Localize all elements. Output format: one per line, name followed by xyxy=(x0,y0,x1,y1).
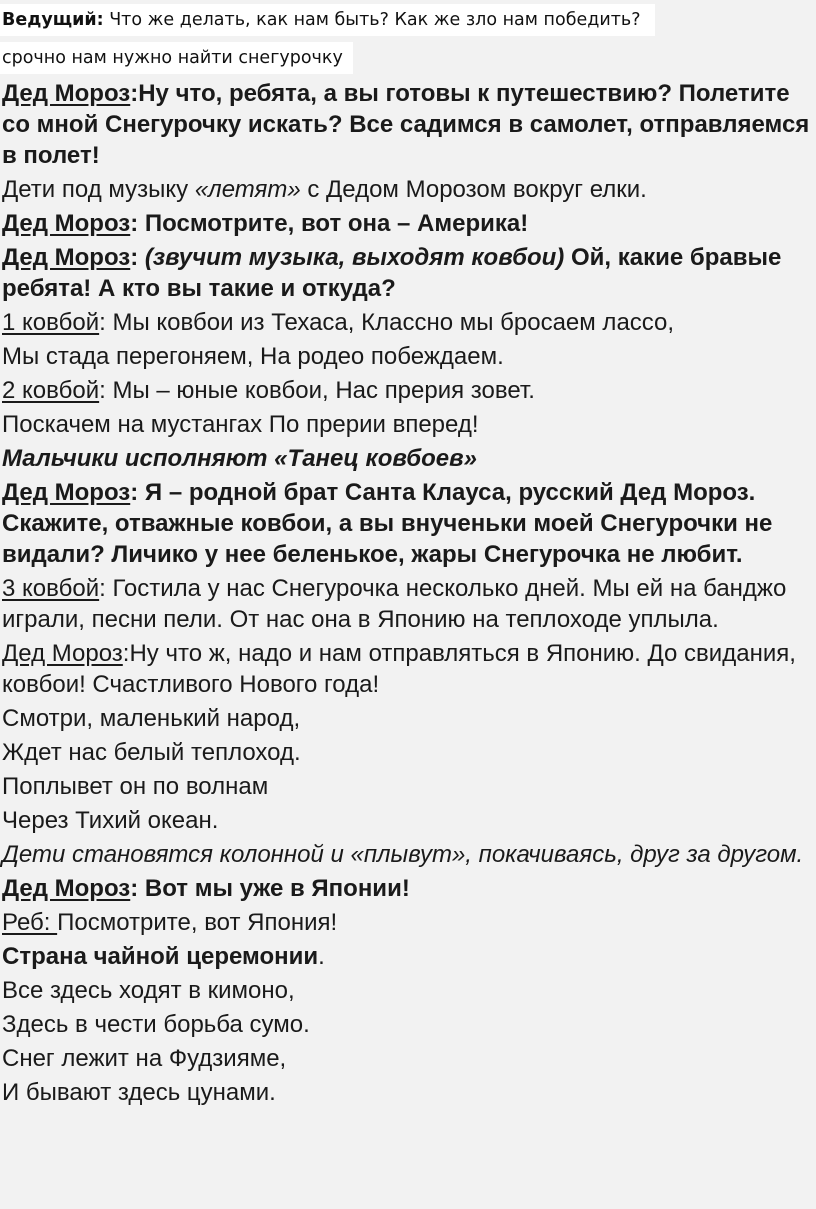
speaker-child: Реб: xyxy=(2,909,58,936)
paragraph-17: Дети становятся колонной и «плывут», покачиваясь, друг за другом. xyxy=(2,841,804,868)
paragraph-7-text: : Мы – юные ковбои, Нас прерия зовет. xyxy=(99,377,535,404)
paragraph-5 xyxy=(2,307,814,338)
speaker-ded-moroz: Дед Мороз xyxy=(2,640,123,667)
speaker-ded-moroz: Дед Мороз xyxy=(2,479,131,506)
paragraph-12 xyxy=(2,638,814,700)
poem-line-8: И бывают здесь цунами. xyxy=(2,1079,276,1106)
paragraph-2-italic: «летят» xyxy=(194,176,301,203)
paragraph-1-text: :Ну что, ребята, а вы готовы к путешествию? Полетите со мной Снегурочку искать? Все садимся в самолет, отправляемся в полет! xyxy=(2,80,810,169)
host-speaker: Ведущий: xyxy=(2,10,104,30)
host-line xyxy=(0,4,655,36)
paragraph-18 xyxy=(2,873,814,904)
paragraph-4-text: Ой, какие бравые ребята! А кто вы такие и откуда? xyxy=(2,244,782,302)
paragraph-2 xyxy=(2,174,814,205)
paragraph-20-bold: Страна чайной церемонии xyxy=(2,943,319,970)
paragraph-6: Мы стада перегоняем, На родео побеждаем. xyxy=(2,343,504,370)
paragraph-10 xyxy=(2,477,814,570)
paragraph-18-text: : Вот мы уже в Японии! xyxy=(130,875,410,902)
script-body xyxy=(0,78,816,1108)
poem-line-6: Здесь в чести борьба сумо. xyxy=(2,1011,310,1038)
paragraph-3-text: : Посмотрите, вот она – Америка! xyxy=(130,210,529,237)
paragraph-19-text: Посмотрите, вот Япония! xyxy=(57,909,338,936)
paragraph-3 xyxy=(2,208,814,239)
poem-line-1: Смотри, маленький народ, xyxy=(2,705,301,732)
paragraph-7 xyxy=(2,375,814,406)
poem-line-4: Через Тихий океан. xyxy=(2,807,219,834)
speaker-ded-moroz: Дед Мороз xyxy=(2,210,131,237)
paragraph-2-text: Дети под музыку xyxy=(2,176,195,203)
paragraph-8: Поскачем на мустангах По прерии вперед! xyxy=(2,411,479,438)
paragraph-11-text: : Гостила у нас Снегурочка несколько дней. Мы ей на банджо играли, песни пели. От нас она в Японию на теплоходе уплыла. xyxy=(2,575,787,633)
speaker-cowboy-3: 3 ковбой xyxy=(2,575,100,602)
speaker-ded-moroz: Дед Мороз xyxy=(2,80,131,107)
speaker-ded-moroz: Дед Мороз xyxy=(2,875,131,902)
poem-line-2: Ждет нас белый теплоход. xyxy=(2,739,301,766)
paragraph-20 xyxy=(2,941,814,972)
speaker-cowboy-1: 1 ковбой xyxy=(2,309,100,336)
poem-line-3: Поплывет он по волнам xyxy=(2,773,269,800)
paragraph-19 xyxy=(2,907,814,938)
host-line-2: срочно нам нужно найти снегурочку xyxy=(0,42,353,74)
paragraph-12-text: :Ну что ж, надо и нам отправляться в Японию. До свидания, ковбои! Счастливого Нового года! xyxy=(2,640,796,698)
speaker-cowboy-2: 2 ковбой xyxy=(2,377,100,404)
paragraph-2-rest: с Дедом Морозом вокруг елки. xyxy=(300,176,647,203)
paragraph-1 xyxy=(2,78,814,171)
paragraph-10-text: : Я – родной брат Санта Клауса, русский Дед Мороз. Скажите, отважные ковбои, а вы внученьки моей Снегурочки не видали? Личико у нее беленькое, жары Снегурочка не любит. xyxy=(2,479,773,568)
stage-direction: (звучит музыка, выходят ковбои) xyxy=(144,244,565,271)
host-text: Что же делать, как нам быть? Как же зло нам победить? xyxy=(103,10,641,30)
poem-line-5: Все здесь ходят в кимоно, xyxy=(2,977,295,1004)
paragraph-11 xyxy=(2,573,814,635)
paragraph-4-colon: : xyxy=(130,244,145,271)
paragraph-5-text: : Мы ковбои из Техаса, Классно мы бросаем лассо, xyxy=(99,309,675,336)
speaker-ded-moroz: Дед Мороз xyxy=(2,244,131,271)
paragraph-20-rest: . xyxy=(318,943,325,970)
paragraph-4 xyxy=(2,242,814,304)
paragraph-9: Мальчики исполняют «Танец ковбоев» xyxy=(2,445,477,472)
poem-line-7: Снег лежит на Фудзияме, xyxy=(2,1045,287,1072)
